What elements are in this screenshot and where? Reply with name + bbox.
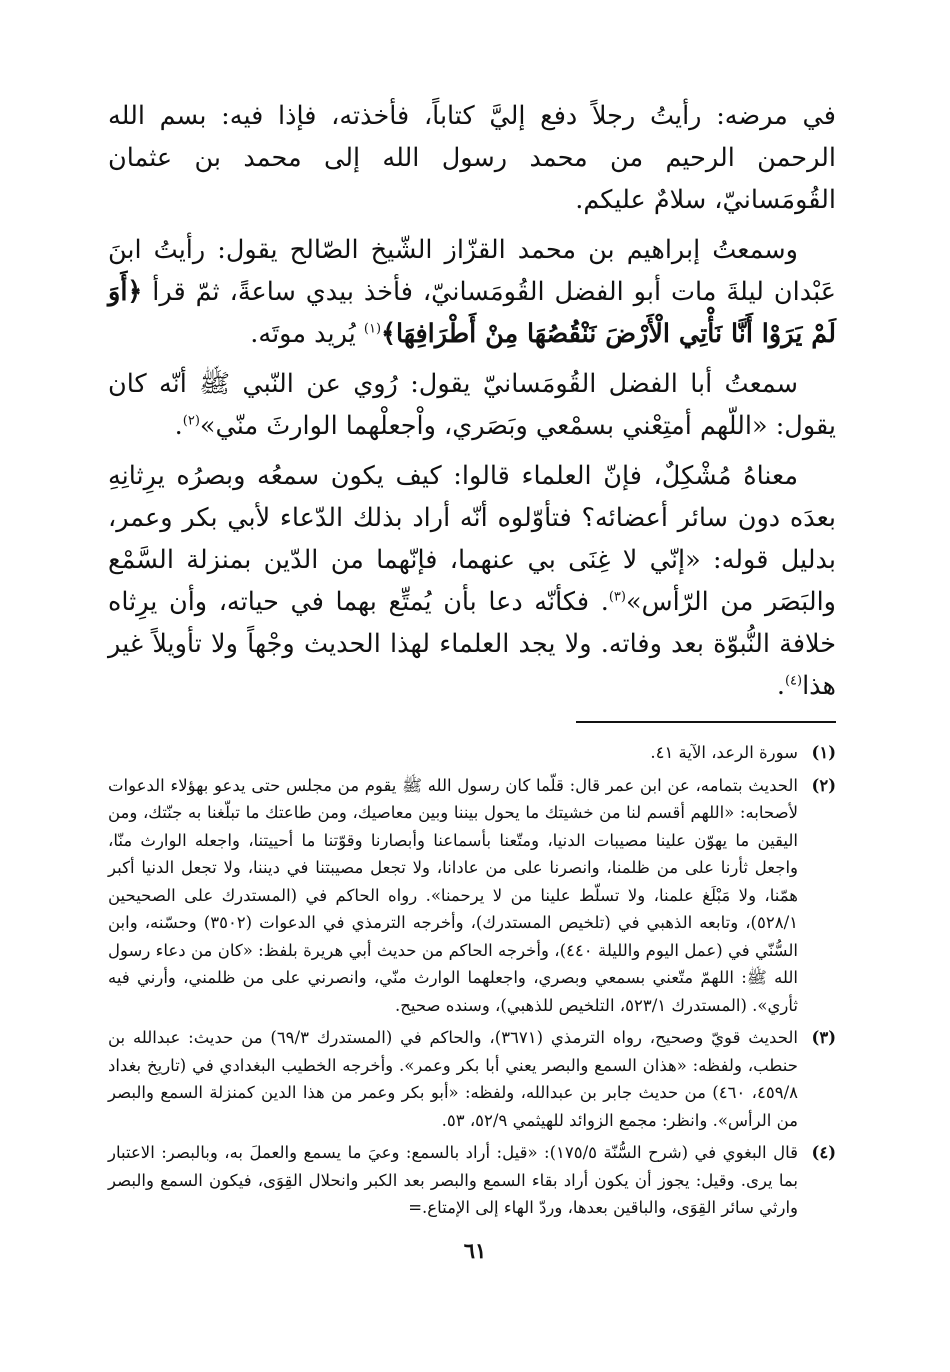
quran-verse: ﴿أَوَ لَمْ يَرَوْا أَنَّا نَأْتِي الْأَرْضَ نَنْقُصُهَا مِنْ أَطْرَافِهَا﴾: [108, 277, 836, 349]
paragraph-4-part-b: . فكأنّه دعا بأن يُمتِّع بهما في حياته، وأن يرِثاه خلافة النُّبوّة بعد وفاته. ولا يجد العلماء لهذا الحديث وجْهاً ولا تأويلاً غير هذا: [108, 587, 836, 701]
paragraph-4-part-a: معناهُ مُشْكِلٌ، فإنّ العلماء قالوا: كيف يكون سمعُه وبصرُه يرِثانِهِ بعدَه دون سائر أعضائه؟ فتأوّلوه أنّه أراد بذلك الدّعاء لأبي بكر وعمر، بدليل قوله: «إنّي لا غِنَى بي عنهما، فإنّهما من الدّين بمنزلة السَّمْع والبَصَر من الرّأس»: [108, 461, 836, 617]
footnote-number: (٢): [811, 775, 836, 795]
paragraph-4-end: .: [776, 671, 785, 701]
footnote-text: الحديث قويّ وصحيح، رواه الترمذي (٣٦٧١)، والحاكم في (المستدرك ٦٩/٣) من حديث: عبدالله بن حنطب، ولفظه: «هذان السمع والبصر يعني أبا بكر وعمر». وأخرجه الخطيب البغدادي في (تاريخ بغداد ٤٥٩/٨، ٤٦٠) من حديث جابر بن عبدالله، ولفظه: «أبو بكر وعمر من هذا الدين كمنزلة السمع والبصر من الرأس». وانظر: مجمع الزوائد للهيثمي ٥٢/٩، ٥٣.: [108, 1028, 798, 1130]
footnote-divider: [576, 721, 836, 723]
footnote: [108, 1024, 836, 1134]
page-number: ٦١: [463, 1238, 487, 1263]
main-text: [108, 95, 836, 707]
paragraph-2-after: يُريد موتَه.: [250, 319, 364, 349]
footnote-ref-2[interactable]: (٢): [182, 413, 200, 429]
footnote-number: (١): [811, 743, 836, 762]
footnote: [108, 772, 836, 1020]
paragraph-3: [108, 363, 836, 447]
paragraph-3-end: .: [174, 411, 183, 441]
footnote: [108, 739, 836, 767]
footnotes: [108, 739, 836, 1222]
footnote-text: قال البغوي في (شرح السُّنّة ١٧٥/٥): «قيل: أراد بالسمع: وعيَ ما يسمع والعملَ به، وبالبصر: الاعتبار بما يرى. وقيل: يجوز أن يكون أراد بقاء السمع والبصر بعد الكبر وانحلال القِوَى، فيكون السمع والبصر وارثي سائر القِوَى، والباقين بعدها، وردّ الهاء إلى الإمتاع.=: [108, 1143, 798, 1217]
paragraph-2: [108, 229, 836, 355]
page-body: [108, 95, 836, 1227]
footnote-number: (٣): [811, 1028, 836, 1047]
paragraph-4: [108, 455, 836, 707]
footnote-ref-4[interactable]: (٤): [784, 673, 803, 689]
footnote-text: سورة الرعد، الآية ٤١.: [650, 743, 798, 762]
footnote-number: (٤): [811, 1143, 836, 1162]
footnote: [108, 1139, 836, 1222]
paragraph-3-text: سمعتُ أبا الفضل القُومَسانيّ يقول: رُوي عن النّبي ﷺ أنّه كان يقول: «اللّهم أمتِعْني بسمْعي وبَصَري، واْجعلْهما الوارثَ منّي»: [108, 369, 836, 441]
paragraph-1: في مرضه: رأيتُ رجلاً دفع إليَّ كتاباً، فأخذته، فإذا فيه: بسم الله الرحمن الرحيم من محمد رسول الله إلى محمد بن عثمان القُومَسانيّ، سلامٌ عليكم.: [108, 101, 836, 215]
footnote-text: الحديث بتمامه، عن ابن عمر قال: قلّما كان رسول الله ﷺ يقوم من مجلس حتى يدعو بهؤلاء الدعوات لأصحابه: «اللهم أقسم لنا من خشيتك ما يحول بيننا وبين معاصيك، ومن طاعتك ما تبلّغنا به جنّتك، ومن اليقين ما يهوّن علينا مصيبات الدنيا، ومتّعنا بأسماعنا وأبصارنا وقوّتنا ما أحييتنا، واجعله الوارث منّا، واجعل ثأرنا على من ظلمنا، وانصرنا على من عادانا، ولا تجعل مصيبتنا في ديننا، ولا تجعل الدنيا أكبر همّنا، ولا مَبْلَغ علمنا، ولا تسلّط علينا من لا يرحمنا». رواه الحاكم في (المستدرك على الصحيحين ٥٢٨/١)، وتابعه الذهبي في (تلخيص المستدرك)، وأخرجه الترمذي في الدعوات (٣٥٠٢) وحسّنه، وابن السُّنّي في (عمل اليوم والليلة ٤٤٠)، وأخرجه الحاكم من حديث أبي هريرة بلفظ: «كان من دعاء رسول الله ﷺ: اللهمّ متّعني بسمعي وبصري، واجعلهما الوارث منّي، وانصرني على من ظلمني، وأرني فيه ثأري». (المستدرك ٥٢٣/١، التلخيص للذهبي)، وسنده صحيح.: [108, 775, 799, 1015]
paragraph-2-before: وسمعتُ إبراهيم بن محمد القزّاز الشّيخ الصّالح يقول: رأيتُ ابنَ عَبْدان ليلةَ مات أبو الفضل القُومَسانيّ، فأخذ بيدي ساعةً، ثمّ قرأ: [108, 235, 836, 307]
footnote-ref-3[interactable]: (٣): [608, 589, 626, 605]
footnote-ref-1[interactable]: (١): [363, 321, 382, 337]
